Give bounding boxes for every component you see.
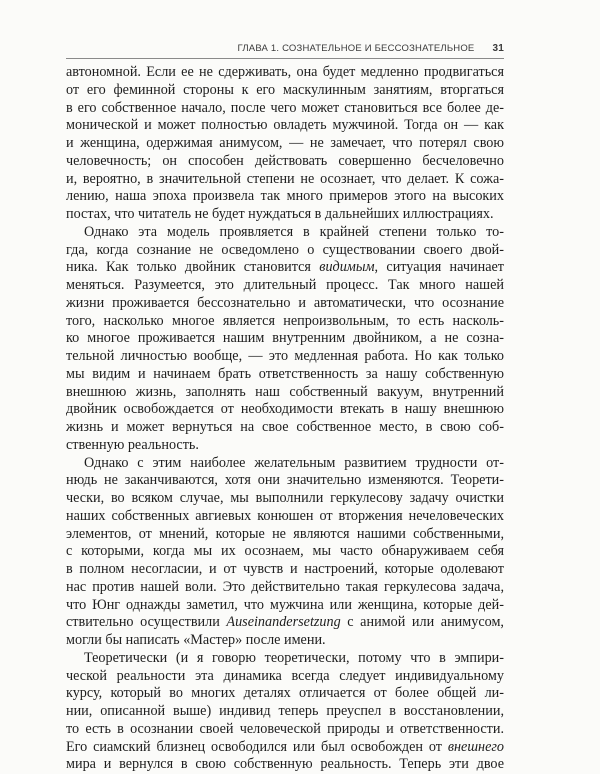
page-number: 31 bbox=[492, 42, 504, 54]
text-line: Теоретически (и я говорю теоретически, потому что в эмпири- bbox=[84, 649, 504, 666]
text-line: что Юнг однажды заметил, что мужчина или женщина, которые дей- bbox=[66, 596, 504, 613]
text-line: ческой реальности эта динамика всегда следует индивидуальному bbox=[66, 667, 504, 684]
text-line: и, вероятно, в значительной степени не осознает, что делает. К сожа- bbox=[66, 170, 504, 187]
text-line: автономной. Если ее не сдерживать, она будет медленно продвигаться bbox=[66, 64, 504, 80]
text-line: нас против нашей воли. Это действительно такая геркулесова задача, bbox=[66, 578, 504, 595]
text-line: двойник освобождается от необходимости втекать в нашу внешнюю bbox=[66, 401, 504, 418]
text-line: лению, наша эпоха произвела так много примеров этого на высоких bbox=[66, 188, 504, 205]
text-line: мы видим и начинаем брать ответственность за нашу собственную bbox=[66, 365, 504, 382]
text-line: с которыми, когда мы их осознаем, мы часто обнаруживаем себя bbox=[66, 543, 504, 560]
text-line: ствительно осуществили Auseinandersetzung с анимой или анимусом, bbox=[66, 614, 504, 631]
text-line: элементов, от мнений, которые не являются нашими собственными, bbox=[66, 525, 504, 542]
text-line: нии, описанной выше) индивид теперь преуспел в восстановлении, bbox=[66, 703, 504, 719]
chapter-title: ГЛАВА 1. СОЗНАТЕЛЬНОЕ И БЕССОЗНАТЕЛЬНОЕ bbox=[237, 42, 475, 54]
paragraph-1 bbox=[66, 64, 504, 224]
text-line: Однако с этим наиболее желательным развитием трудности от- bbox=[84, 454, 504, 471]
text-line: меняться. Разумеется, это длительный процесс. Так много нашей bbox=[66, 277, 504, 293]
text-line: ко многое проживается нашим внутренним двойником, а не созна- bbox=[66, 330, 504, 347]
text-line: от его феминной стороны к его маскулинным занятиям, вторгаться bbox=[66, 81, 504, 98]
text-line: постах, что читатель не будет нуждаться в дальнейших иллюстрациях. bbox=[66, 206, 494, 222]
body-text bbox=[66, 64, 504, 774]
paragraph-2 bbox=[66, 224, 504, 455]
text-line: Его сиамский близнец освободился или был освобожден от внешнего bbox=[66, 738, 504, 755]
italic-word: Auseinandersetzung bbox=[226, 614, 341, 631]
text-line: и женщина, одержимая анимусом, — не замечает, что потерял свою bbox=[66, 135, 504, 151]
italic-word: видимым bbox=[319, 259, 375, 276]
text-line: курсу, который во многих деталях отличается от более общей ли- bbox=[66, 685, 504, 702]
text-line: могли бы написать «Мастер» после имени. bbox=[66, 632, 326, 648]
text-line: ника. Как только двойник становится видимым, ситуация начинает bbox=[66, 259, 504, 276]
text-line: нюдь не заканчиваются, хотя они значительно изменяются. Теорети- bbox=[66, 472, 504, 489]
text-line: жизнь и может вернуться на свое собственное место, в свою соб- bbox=[66, 419, 504, 435]
text-line: тельной личностью вообще, — это медленная работа. Но как только bbox=[66, 348, 504, 364]
text-line: мира и вернулся в свою собственную реальность. Теперь эти двое bbox=[66, 756, 504, 773]
text-line: гда, когда сознание не осведомлено о существовании своего двой- bbox=[66, 241, 504, 258]
text-line: ственную реальность. bbox=[66, 436, 199, 453]
text-line: жизни проживается бессознательно и автоматически, что осознание bbox=[66, 294, 504, 311]
text-line: то есть в осознании своей человеческой природы и ответственности. bbox=[66, 720, 504, 737]
text-line: в его собственное начало, после чего может становиться все более де- bbox=[66, 99, 504, 116]
paragraph-3 bbox=[66, 455, 504, 650]
text-line: человечность; он способен действовать совершенно бесчеловечно bbox=[66, 152, 504, 169]
text-line: Однако эта модель проявляется в крайней степени только то- bbox=[84, 223, 504, 240]
text-line: чески, во всяком случае, мы выполнили геркулесову задачу очистки bbox=[66, 490, 504, 506]
header-rule bbox=[66, 58, 504, 59]
running-header bbox=[66, 40, 504, 56]
text-line: наших собственных авгиевых конюшен от вторжения нечеловеческих bbox=[66, 507, 504, 524]
text-line: внешнюю жизнь, заполнять наш собственный вакуум, внутренний bbox=[66, 383, 504, 400]
paragraph-4 bbox=[66, 650, 504, 774]
text-line: того, насколько многое является непроизвольным, то есть насколь- bbox=[66, 312, 504, 329]
text-line: монической и может полностью овладеть мужчиной. Тогда он — как bbox=[66, 117, 504, 134]
text-line: в полном несогласии, и от чувств и настроений, которые одолевают bbox=[66, 561, 504, 577]
italic-word: внешнего bbox=[447, 738, 504, 755]
